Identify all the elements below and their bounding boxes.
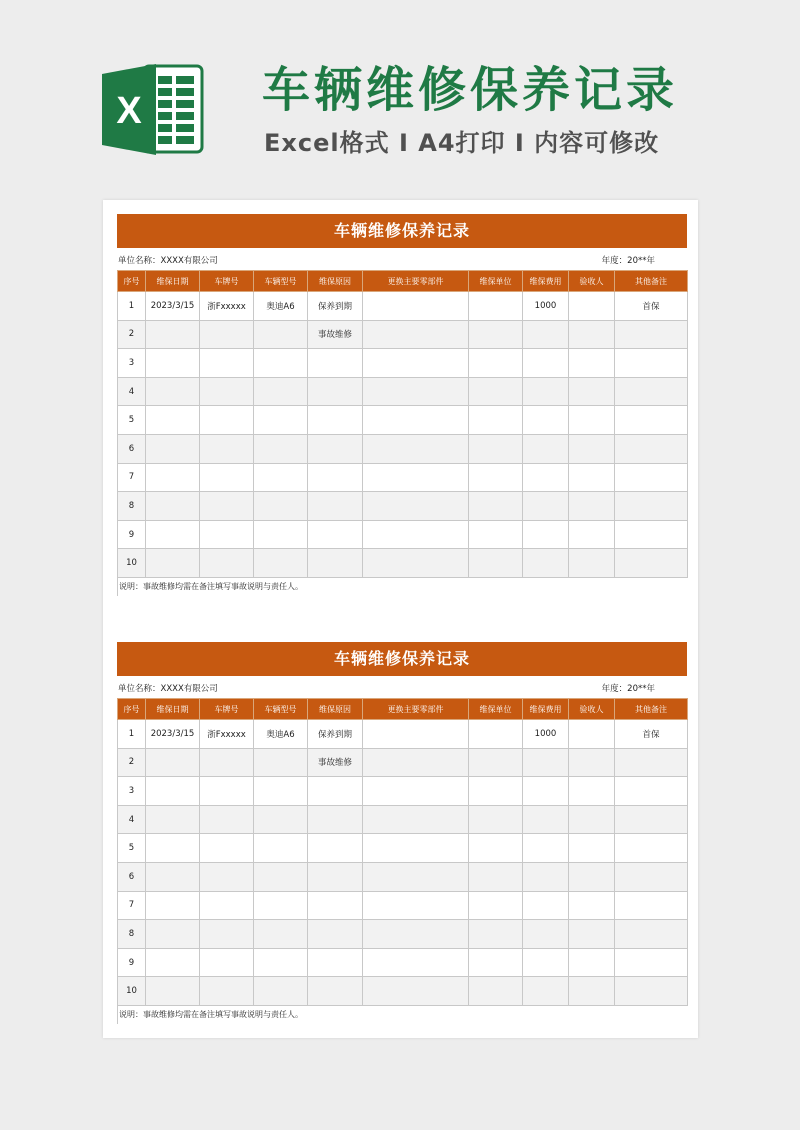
table-cell[interactable]: 保养到期: [308, 720, 363, 749]
table-cell[interactable]: [254, 463, 308, 492]
table-cell[interactable]: [308, 406, 363, 435]
table-cell[interactable]: [308, 349, 363, 378]
table-cell[interactable]: 8: [118, 492, 146, 521]
table-cell[interactable]: [469, 891, 523, 920]
table-cell[interactable]: [615, 320, 688, 349]
table-cell[interactable]: [469, 920, 523, 949]
table-cell[interactable]: [254, 377, 308, 406]
table-cell[interactable]: 10: [118, 977, 146, 1006]
table-cell[interactable]: [200, 320, 254, 349]
table-cell[interactable]: [308, 891, 363, 920]
table-row: [118, 406, 688, 435]
table-cell[interactable]: [254, 862, 308, 891]
table-row: [118, 948, 688, 977]
table-cell[interactable]: [569, 805, 615, 834]
table-cell[interactable]: [523, 748, 569, 777]
column-header: 车辆型号: [254, 271, 308, 292]
table-cell[interactable]: [308, 549, 363, 578]
column-header: 其他备注: [615, 699, 688, 720]
table-cell[interactable]: [615, 377, 688, 406]
table-cell[interactable]: [308, 377, 363, 406]
column-header: 维保费用: [523, 699, 569, 720]
table-row: [118, 805, 688, 834]
column-header: 序号: [118, 699, 146, 720]
table-row: [118, 720, 688, 749]
form-meta: [117, 676, 687, 698]
column-header: 车辆型号: [254, 699, 308, 720]
table-cell[interactable]: [523, 834, 569, 863]
table-row: [118, 349, 688, 378]
column-header: 验收人: [569, 699, 615, 720]
table-cell[interactable]: [523, 777, 569, 806]
table-cell[interactable]: [200, 549, 254, 578]
table-cell[interactable]: [363, 520, 469, 549]
table-cell[interactable]: [254, 805, 308, 834]
table-cell[interactable]: [146, 434, 200, 463]
table-cell[interactable]: [615, 862, 688, 891]
table-cell[interactable]: [308, 777, 363, 806]
column-header: 序号: [118, 271, 146, 292]
table-cell[interactable]: [200, 377, 254, 406]
excel-logo-icon: [100, 62, 205, 157]
table-cell[interactable]: [363, 434, 469, 463]
table-cell[interactable]: [308, 920, 363, 949]
table-cell[interactable]: 保养到期: [308, 292, 363, 321]
table-cell[interactable]: [469, 948, 523, 977]
table-row: [118, 862, 688, 891]
table-cell[interactable]: 2: [118, 748, 146, 777]
table-cell[interactable]: [615, 463, 688, 492]
table-cell[interactable]: [469, 977, 523, 1006]
table-cell[interactable]: [569, 549, 615, 578]
table-cell[interactable]: [200, 434, 254, 463]
column-header: 维保原因: [308, 699, 363, 720]
table-cell[interactable]: [523, 920, 569, 949]
table-cell[interactable]: [615, 920, 688, 949]
table-cell[interactable]: [254, 891, 308, 920]
table-row: [118, 891, 688, 920]
table-cell[interactable]: [615, 977, 688, 1006]
table-cell[interactable]: [363, 977, 469, 1006]
table-cell[interactable]: [469, 320, 523, 349]
table-cell[interactable]: [363, 805, 469, 834]
table-cell[interactable]: [200, 777, 254, 806]
table-cell[interactable]: [363, 948, 469, 977]
table-cell[interactable]: [146, 549, 200, 578]
table-cell[interactable]: [615, 406, 688, 435]
table-cell[interactable]: [146, 748, 200, 777]
table-cell[interactable]: 3: [118, 349, 146, 378]
table-cell[interactable]: [200, 406, 254, 435]
table-cell[interactable]: 9: [118, 520, 146, 549]
table-cell[interactable]: [569, 948, 615, 977]
table-cell[interactable]: 浙Fxxxxx: [200, 292, 254, 321]
table-cell[interactable]: [146, 948, 200, 977]
table-cell[interactable]: [523, 320, 569, 349]
table-row: [118, 320, 688, 349]
table-cell[interactable]: [569, 406, 615, 435]
table-row: [118, 920, 688, 949]
table-cell[interactable]: [615, 948, 688, 977]
table-cell[interactable]: [200, 862, 254, 891]
table-cell[interactable]: [146, 777, 200, 806]
company-name: 单位名称：XXXX有限公司: [118, 256, 218, 266]
table-cell[interactable]: 10: [118, 549, 146, 578]
maintenance-table: [117, 698, 688, 1006]
table-cell[interactable]: [363, 720, 469, 749]
table-cell[interactable]: [569, 891, 615, 920]
table-cell[interactable]: [615, 492, 688, 521]
table-cell[interactable]: [363, 492, 469, 521]
table-cell[interactable]: [254, 977, 308, 1006]
table-header-row: [118, 271, 688, 292]
maintenance-form-2: [117, 642, 687, 1024]
column-header: 其他备注: [615, 271, 688, 292]
table-cell[interactable]: [615, 549, 688, 578]
table-cell[interactable]: [615, 520, 688, 549]
table-cell[interactable]: [308, 977, 363, 1006]
table-cell[interactable]: [254, 434, 308, 463]
table-cell[interactable]: 5: [118, 834, 146, 863]
table-cell[interactable]: [469, 349, 523, 378]
table-cell[interactable]: [363, 320, 469, 349]
column-header: 维保费用: [523, 271, 569, 292]
table-row: [118, 463, 688, 492]
table-cell[interactable]: [146, 463, 200, 492]
table-cell[interactable]: [469, 748, 523, 777]
table-cell[interactable]: 首保: [615, 720, 688, 749]
document-page: [103, 200, 698, 1038]
table-row: [118, 492, 688, 521]
table-cell[interactable]: [469, 777, 523, 806]
column-header: 更换主要零部件: [363, 699, 469, 720]
table-cell[interactable]: [523, 948, 569, 977]
table-cell[interactable]: [200, 805, 254, 834]
table-cell[interactable]: 3: [118, 777, 146, 806]
table-cell[interactable]: 6: [118, 434, 146, 463]
table-cell[interactable]: [523, 805, 569, 834]
column-header: 更换主要零部件: [363, 271, 469, 292]
form-meta: [117, 248, 687, 270]
table-cell[interactable]: [615, 748, 688, 777]
table-cell[interactable]: 2023/3/15: [146, 720, 200, 749]
table-cell[interactable]: [308, 948, 363, 977]
table-cell[interactable]: [569, 349, 615, 378]
column-header: 维保日期: [146, 699, 200, 720]
table-cell[interactable]: [363, 748, 469, 777]
table-cell[interactable]: [146, 920, 200, 949]
table-cell[interactable]: [469, 520, 523, 549]
page-title: 车辆维修保养记录: [262, 62, 679, 118]
table-cell[interactable]: 1000: [523, 292, 569, 321]
table-cell[interactable]: [569, 434, 615, 463]
table-cell[interactable]: 浙Fxxxxx: [200, 720, 254, 749]
table-cell[interactable]: [146, 834, 200, 863]
table-row: [118, 977, 688, 1006]
table-cell[interactable]: [200, 520, 254, 549]
column-header: 维保单位: [469, 699, 523, 720]
table-cell[interactable]: [469, 463, 523, 492]
table-cell[interactable]: 2: [118, 320, 146, 349]
table-row: [118, 748, 688, 777]
table-cell[interactable]: 9: [118, 948, 146, 977]
column-header: 车牌号: [200, 271, 254, 292]
year-label: 年度：20**年: [601, 684, 655, 694]
table-cell[interactable]: 7: [118, 891, 146, 920]
table-cell[interactable]: [254, 320, 308, 349]
table-cell[interactable]: [363, 349, 469, 378]
table-cell[interactable]: [569, 492, 615, 521]
logo-letter: X: [116, 90, 142, 132]
column-header: 验收人: [569, 271, 615, 292]
table-cell[interactable]: [569, 748, 615, 777]
table-cell[interactable]: [363, 463, 469, 492]
table-cell[interactable]: [146, 977, 200, 1006]
table-cell[interactable]: [308, 834, 363, 863]
table-cell[interactable]: [569, 377, 615, 406]
table-cell[interactable]: [363, 549, 469, 578]
table-cell[interactable]: [363, 292, 469, 321]
table-row: [118, 549, 688, 578]
table-cell[interactable]: 事故维修: [308, 748, 363, 777]
table-cell[interactable]: [569, 520, 615, 549]
table-cell[interactable]: [200, 948, 254, 977]
table-cell[interactable]: [363, 406, 469, 435]
table-cell[interactable]: [146, 377, 200, 406]
table-cell[interactable]: [363, 377, 469, 406]
table-cell[interactable]: [469, 720, 523, 749]
table-cell[interactable]: [523, 463, 569, 492]
year-label: 年度：20**年: [601, 256, 655, 266]
table-header-row: [118, 699, 688, 720]
table-cell[interactable]: 1000: [523, 720, 569, 749]
table-cell[interactable]: [200, 977, 254, 1006]
table-cell[interactable]: [200, 920, 254, 949]
table-cell[interactable]: [363, 891, 469, 920]
table-cell[interactable]: [146, 349, 200, 378]
table-cell[interactable]: [523, 492, 569, 521]
table-cell[interactable]: [523, 349, 569, 378]
table-cell[interactable]: [569, 463, 615, 492]
table-cell[interactable]: [469, 292, 523, 321]
table-cell[interactable]: [469, 862, 523, 891]
table-cell[interactable]: [569, 292, 615, 321]
table-cell[interactable]: 奥迪A6: [254, 720, 308, 749]
table-row: [118, 292, 688, 321]
table-row: [118, 520, 688, 549]
table-cell[interactable]: [523, 434, 569, 463]
table-cell[interactable]: [363, 834, 469, 863]
table-cell[interactable]: [308, 463, 363, 492]
table-cell[interactable]: [569, 977, 615, 1006]
form-title: 车辆维修保养记录: [117, 642, 687, 676]
table-cell[interactable]: [615, 777, 688, 806]
table-cell[interactable]: [569, 777, 615, 806]
table-cell[interactable]: [469, 377, 523, 406]
table-row: [118, 777, 688, 806]
table-cell[interactable]: 2023/3/15: [146, 292, 200, 321]
table-cell[interactable]: [254, 406, 308, 435]
table-cell[interactable]: [200, 891, 254, 920]
table-cell[interactable]: [146, 320, 200, 349]
table-cell[interactable]: [469, 834, 523, 863]
table-cell[interactable]: [200, 463, 254, 492]
table-cell[interactable]: 6: [118, 862, 146, 891]
table-cell[interactable]: [569, 920, 615, 949]
table-cell[interactable]: [469, 406, 523, 435]
table-cell[interactable]: [469, 805, 523, 834]
table-cell[interactable]: [254, 834, 308, 863]
table-cell[interactable]: 8: [118, 920, 146, 949]
table-cell[interactable]: [308, 434, 363, 463]
table-cell[interactable]: [523, 891, 569, 920]
table-cell[interactable]: 7: [118, 463, 146, 492]
table-cell[interactable]: [254, 948, 308, 977]
table-row: [118, 434, 688, 463]
table-row: [118, 834, 688, 863]
table-cell[interactable]: [308, 492, 363, 521]
form-note: 说明：事故维修均需在备注填写事故说明与责任人。: [117, 1006, 687, 1024]
table-cell[interactable]: [363, 862, 469, 891]
table-cell[interactable]: [146, 805, 200, 834]
table-cell[interactable]: [200, 834, 254, 863]
table-cell[interactable]: [523, 377, 569, 406]
table-cell[interactable]: [146, 520, 200, 549]
table-cell[interactable]: [254, 777, 308, 806]
table-cell[interactable]: 4: [118, 805, 146, 834]
table-cell[interactable]: [308, 805, 363, 834]
table-cell[interactable]: [615, 349, 688, 378]
table-cell[interactable]: [363, 777, 469, 806]
table-cell[interactable]: [469, 549, 523, 578]
table-cell[interactable]: [469, 492, 523, 521]
table-row: [118, 377, 688, 406]
table-cell[interactable]: [308, 520, 363, 549]
table-cell[interactable]: [523, 862, 569, 891]
table-cell[interactable]: [254, 549, 308, 578]
table-cell[interactable]: 4: [118, 377, 146, 406]
table-cell[interactable]: [523, 549, 569, 578]
table-cell[interactable]: [254, 748, 308, 777]
table-cell[interactable]: [569, 720, 615, 749]
page-subtitle: Excel格式 I A4打印 I 内容可修改: [264, 129, 660, 157]
table-cell[interactable]: [200, 492, 254, 521]
table-cell[interactable]: 1: [118, 720, 146, 749]
table-cell[interactable]: [523, 406, 569, 435]
table-cell[interactable]: [254, 349, 308, 378]
table-cell[interactable]: [254, 520, 308, 549]
maintenance-table: [117, 270, 688, 578]
table-cell[interactable]: [569, 320, 615, 349]
table-cell[interactable]: [615, 834, 688, 863]
table-cell[interactable]: [569, 862, 615, 891]
table-cell[interactable]: [523, 520, 569, 549]
table-cell[interactable]: [254, 920, 308, 949]
table-cell[interactable]: [569, 834, 615, 863]
table-cell[interactable]: [615, 805, 688, 834]
column-header: 维保原因: [308, 271, 363, 292]
table-cell[interactable]: [146, 862, 200, 891]
table-cell[interactable]: 5: [118, 406, 146, 435]
table-cell[interactable]: [523, 977, 569, 1006]
table-cell[interactable]: [146, 891, 200, 920]
table-cell[interactable]: [363, 920, 469, 949]
table-cell[interactable]: [308, 862, 363, 891]
table-cell[interactable]: [146, 492, 200, 521]
table-cell[interactable]: [615, 434, 688, 463]
table-cell[interactable]: [254, 492, 308, 521]
table-cell[interactable]: [146, 406, 200, 435]
table-cell[interactable]: 事故维修: [308, 320, 363, 349]
column-header: 车牌号: [200, 699, 254, 720]
table-cell[interactable]: 奥迪A6: [254, 292, 308, 321]
maintenance-form-1: [117, 214, 687, 596]
column-header: 维保日期: [146, 271, 200, 292]
form-note: 说明：事故维修均需在备注填写事故说明与责任人。: [117, 578, 687, 596]
table-cell[interactable]: [200, 349, 254, 378]
column-header: 维保单位: [469, 271, 523, 292]
table-cell[interactable]: [615, 891, 688, 920]
table-cell[interactable]: [200, 748, 254, 777]
company-name: 单位名称：XXXX有限公司: [118, 684, 218, 694]
table-cell[interactable]: 首保: [615, 292, 688, 321]
form-title: 车辆维修保养记录: [117, 214, 687, 248]
table-cell[interactable]: [469, 434, 523, 463]
table-cell[interactable]: 1: [118, 292, 146, 321]
